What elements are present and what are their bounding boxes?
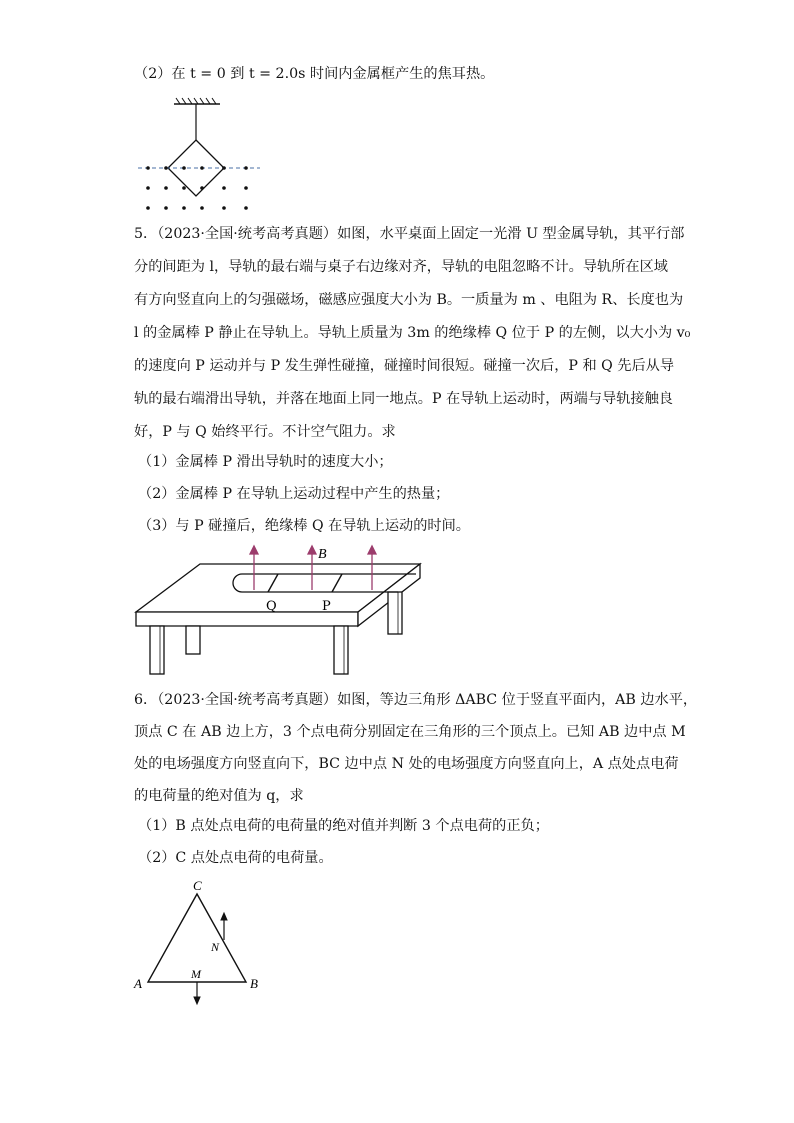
q4-frame-figure <box>136 96 266 218</box>
table-leg <box>186 626 200 654</box>
table-leg <box>150 626 164 674</box>
q6-line-4: 的电荷量的绝对值为 q，求 <box>134 788 304 804</box>
q6-part-1: （1）B 点处点电荷的电荷量的绝对值并判断 3 个点电荷的正负； <box>138 818 549 834</box>
q6-line-3: 处的电场强度方向竖直向下，BC 边中点 N 处的电场强度方向竖直向上，A 点处点电荷 <box>134 756 679 772</box>
arrow-up-icon <box>221 913 227 940</box>
table-leg <box>388 592 402 634</box>
q5-line-2: 分的间距为 l，导轨的最右端与桌子右边缘对齐，导轨的电阻忽略不计。导轨所在区域 <box>134 259 668 275</box>
q5-line-5: 的速度向 P 运动并与 P 发生弹性碰撞，碰撞时间很短。碰撞一次后，P 和 Q 先后从导 <box>134 358 675 374</box>
magnetic-field-dots <box>146 166 248 210</box>
label-b: B <box>250 976 258 991</box>
ceiling-support-icon <box>174 98 220 104</box>
table-front-edge <box>136 612 358 626</box>
q6-part-2: （2）C 点处点电荷的电荷量。 <box>138 850 333 866</box>
label-c: C <box>193 878 202 893</box>
q6-triangle-figure <box>130 876 270 1006</box>
label-m: M <box>191 967 201 981</box>
arrow-down-icon <box>194 982 200 1004</box>
q6-line-2: 顶点 C 在 AB 边上方，3 个点电荷分别固定在三角形的三个顶点上。已知 AB 边中点 M <box>134 724 686 740</box>
q6-line-1: 6．（2023·全国·统考高考真题）如图，等边三角形 ΔABC 位于竖直平面内，AB 边水平， <box>134 692 698 708</box>
q5-part-2: （2）金属棒 P 在导轨上运动过程中产生的热量； <box>138 486 450 502</box>
label-a: A <box>134 976 142 991</box>
q5-line-7: 好，P 与 Q 始终平行。不计空气阻力。求 <box>134 424 396 440</box>
q5-line-4: l 的金属棒 P 静止在导轨上。导轨上质量为 3m 的绝缘棒 Q 位于 P 的左侧，以大小为 v₀ <box>134 325 691 341</box>
q5-line-1: 5．（2023·全国·统考高考真题）如图，水平桌面上固定一光滑 U 型金属导轨，其平行部 <box>134 226 685 242</box>
label-q: Q <box>266 599 277 614</box>
q5-part-1: （1）金属棒 P 滑出导轨时的速度大小； <box>138 454 393 470</box>
label-p: P <box>322 599 331 614</box>
table-leg <box>334 626 348 674</box>
q5-line-3: 有方向竖直向上的匀强磁场，磁感应强度大小为 B。一质量为 m 、电阻为 R、长度也为 <box>134 292 684 308</box>
q4-part2-text: （2）在 t = 0 到 t = 2.0s 时间内金属框产生的焦耳热。 <box>134 66 495 82</box>
q5-part-3: （3）与 P 碰撞后，绝缘棒 Q 在导轨上运动的时间。 <box>138 518 470 534</box>
label-b: B <box>318 547 327 562</box>
q5-line-6: 轨的最右端滑出导轨，并落在地面上同一地点。P 在导轨上运动时，两端与导轨接触良 <box>134 391 673 407</box>
q5-table-figure <box>130 544 430 680</box>
label-n: N <box>211 940 220 954</box>
